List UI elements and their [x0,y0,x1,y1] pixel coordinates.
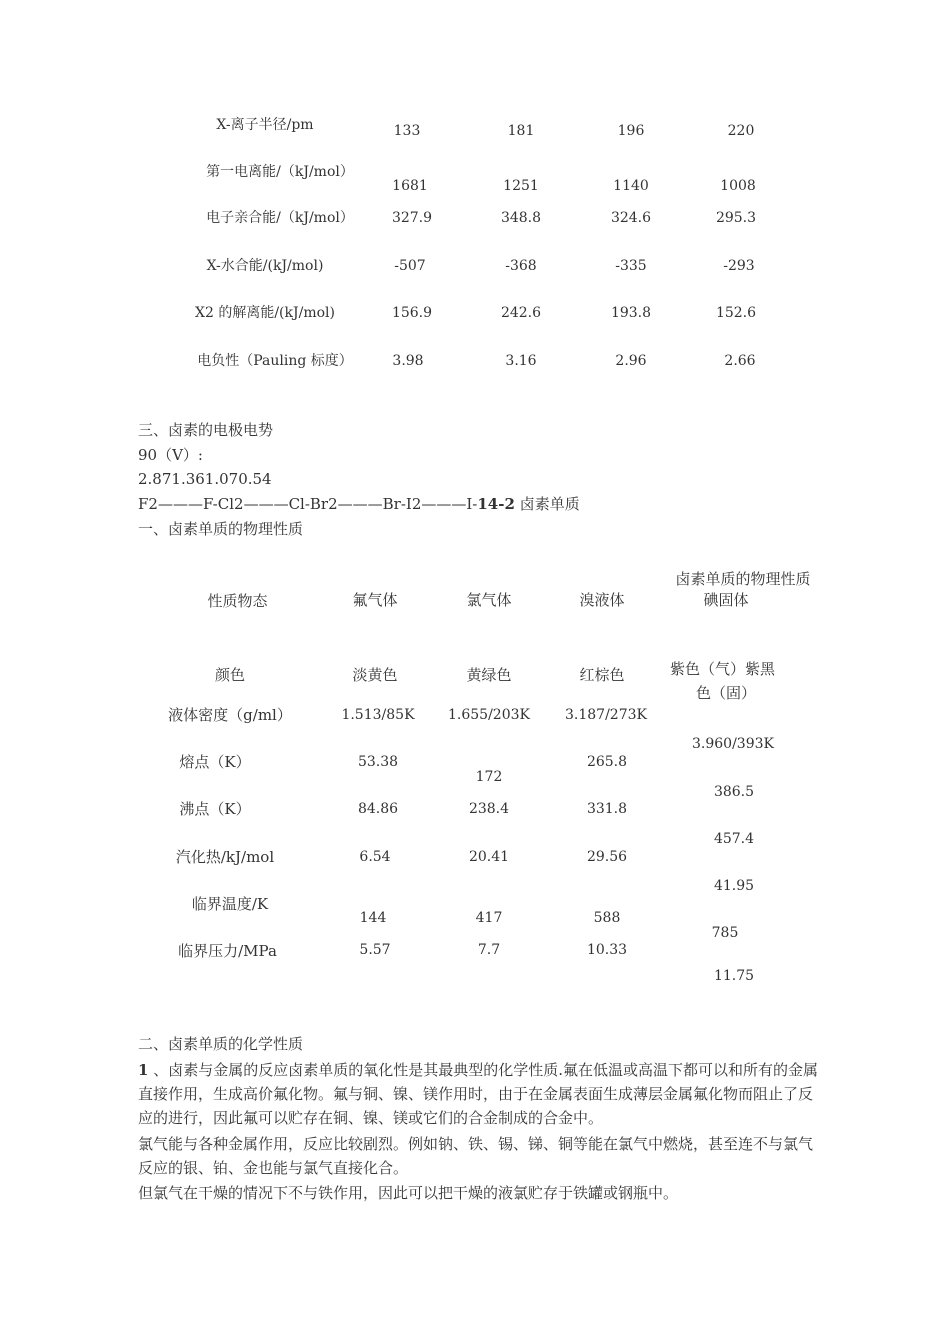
table-cell: -507 [394,258,426,274]
table-cell: 156.9 [391,305,433,321]
table-cell: 2.96 [615,353,647,369]
table-row-label: 沸点（K） [179,800,251,818]
table-cell: 3.98 [392,353,424,369]
potential-values-line: 2.871.361.070.54 [138,470,272,488]
table-row-label: 临界温度/K [191,895,269,913]
table-cell: -368 [505,258,537,274]
table-top-header: 卤素单质的物理性质 [675,570,811,588]
table-cell: 172 [475,769,503,785]
table-cell: 133 [393,123,421,139]
table-cell: 295.3 [715,210,757,226]
potential-diagram-text: F2———F-Cl2———Cl-Br2———Br-I2———I- [138,495,478,513]
table-cell: 10.33 [586,942,628,958]
table-cell: 3.960/393K [692,736,774,752]
paragraph-text: 、卤素与金属的反应卤素单质的氧化性是其最典型的化学性质.氟在低温或高温下都可以和所有的金属直接作用，生成高价氟化物。氟与铜、镍、镁作用时，由于在金属表面生成薄层金属氟化物而阻止了反应的进行，因此氟可以贮存在铜、镍、镁或它们的合金制成的合金中。 [138,1061,818,1127]
table-cell: 7.7 [477,942,501,958]
table-cell: 327.9 [391,210,433,226]
table-row-label: 颜色 [214,666,245,684]
table-row-label: 汽化热/kJ/mol [175,848,275,866]
section-heading: 三、卤素的电极电势 [138,421,274,439]
table-cell: 淡黄色 [352,666,398,684]
table-row-label: 电负性（Pauling 标度） [197,353,353,369]
table-cell: 1008 [720,178,756,194]
table-row-label: 液体密度（g/ml） [168,706,292,724]
table-cell: -293 [723,258,755,274]
table-cell: 3.187/273K [565,707,647,723]
section-heading: 一、卤素单质的物理性质 [138,520,304,538]
table-cell: 588 [593,910,621,926]
paragraph [138,1058,818,1130]
paragraph: 氯气能与各种金属作用，反应比较剧烈。例如钠、铁、锡、锑、铜等能在氯气中燃烧，甚至连不与氯气反应的银、铂、金也能与氯气直接化合。 [138,1135,814,1177]
table-cell: 色（固） [696,684,757,702]
table-cell: 红棕色 [579,666,625,684]
table-cell: 1140 [613,178,649,194]
table-cell: 41.95 [713,878,755,894]
table-cell: -335 [615,258,647,274]
table-cell: 196 [617,123,645,139]
paragraph-number: 1 [138,1061,149,1079]
table-cell: 348.8 [500,210,542,226]
table-cell: 238.4 [468,801,510,817]
table-cell: 152.6 [715,305,757,321]
table-cell: 457.4 [713,831,755,847]
table-header: 性质物态 [207,592,268,610]
table-cell: 11.75 [713,968,755,984]
table-cell: 324.6 [610,210,652,226]
table-cell: 2.66 [724,353,756,369]
potential-diagram-bold: 14-2 [477,495,515,513]
table-cell: 193.8 [610,305,652,321]
table-cell: 84.86 [357,801,399,817]
table-row-label: X-离子半径/pm [216,117,314,133]
table-cell: 20.41 [468,849,510,865]
table-row-label: 电子亲合能/（kJ/mol） [206,210,354,226]
potential-diagram-line [138,495,580,514]
potential-diagram-suffix: 卤素单质 [514,495,580,513]
table-cell: 144 [359,910,387,926]
table-cell: 265.8 [586,754,628,770]
table-cell: 331.8 [586,801,628,817]
table-header: 氯气体 [466,591,512,609]
table-cell: 紫色（气）紫黑 [670,660,776,678]
table-header: 溴液体 [579,591,625,609]
table-cell: 1.655/203K [448,707,530,723]
table-row-label: 第一电离能/（kJ/mol） [206,164,354,180]
table-row-label: X2 的解离能/(kJ/mol) [195,305,335,321]
table-cell: 5.57 [359,942,391,958]
table-cell: 3.16 [505,353,537,369]
table-cell: 242.6 [500,305,542,321]
table-cell: 29.56 [586,849,628,865]
table-header: 氟气体 [352,591,398,609]
table-row-label: 临界压力/MPa [178,942,277,960]
table-header: 碘固体 [703,591,749,609]
table-cell: 785 [711,925,739,941]
table-row-label: 熔点（K） [179,753,251,771]
table-cell: 386.5 [713,784,755,800]
potential-unit-line: 90（V）: [138,446,203,464]
table-cell: 220 [727,123,755,139]
section-heading: 二、卤素单质的化学性质 [138,1035,304,1053]
table-cell: 417 [475,910,503,926]
table-cell: 53.38 [357,754,399,770]
table-cell: 6.54 [359,849,391,865]
paragraph: 但氯气在干燥的情况下不与铁作用，因此可以把干燥的液氯贮存于铁罐或钢瓶中。 [138,1184,679,1202]
table-cell: 181 [507,123,535,139]
table-cell: 1251 [503,178,539,194]
table-cell: 1681 [392,178,428,194]
table-cell: 黄绿色 [466,666,512,684]
table-cell: 1.513/85K [341,707,415,723]
table-row-label: X-水合能/(kJ/mol) [206,258,324,274]
